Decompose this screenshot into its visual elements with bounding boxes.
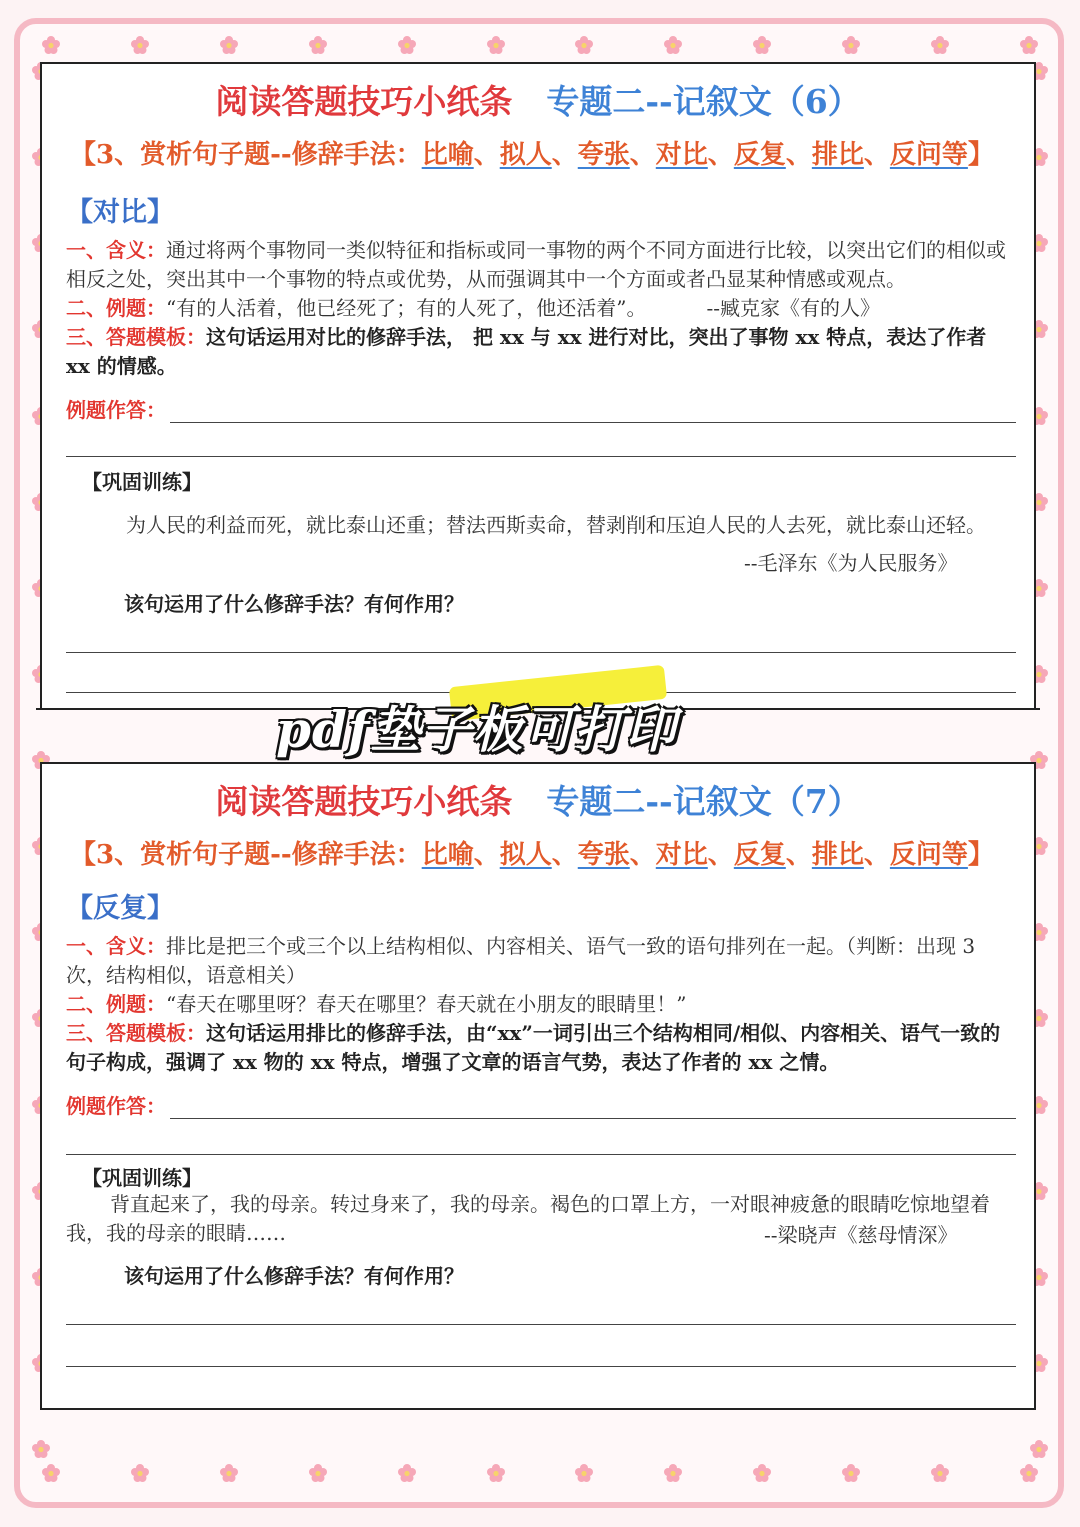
training-text: 背直起来了，我的母亲。转过身来了，我的母亲。褐色的口罩上方，一对眼神疲惫的眼睛吃惊地望着我，我的母亲的眼睛…… xyxy=(66,1192,990,1245)
answer-row xyxy=(66,1090,1016,1119)
training-heading: 【巩固训练】 xyxy=(82,470,202,494)
answer-label: 例题作答： xyxy=(66,1094,166,1118)
example-text: “春天在哪里呀？春天在哪里？春天就在小朋友的眼睛里！” xyxy=(166,992,687,1016)
topic-suffix: 】 xyxy=(967,140,994,170)
flower-icon xyxy=(662,34,684,56)
section-heading: 【反复】 xyxy=(66,893,174,924)
answer-line[interactable] xyxy=(170,402,1016,423)
answer-label: 例题作答： xyxy=(66,398,166,422)
section-heading: 【对比】 xyxy=(66,197,174,228)
flower-icon xyxy=(40,34,62,56)
training-question: 该句运用了什么修辞手法？有何作用？ xyxy=(124,1264,464,1288)
title-topic: 专题二--记叙文（6） xyxy=(546,82,861,121)
flower-icon xyxy=(573,1462,595,1484)
example-label: 二、例题： xyxy=(66,992,166,1016)
training-text: 为人民的利益而死，就比泰山还重；替法西斯卖命，替剥削和压迫人民的人去死，就比泰山还轻。 xyxy=(126,513,986,537)
topic-item: 反问等 xyxy=(889,140,968,170)
template-paragraph xyxy=(66,323,1016,381)
flower-icon xyxy=(218,1462,240,1484)
flower-icon xyxy=(751,34,773,56)
card-title xyxy=(42,76,1034,123)
title-main: 阅读答题技巧小纸条 xyxy=(215,782,513,821)
training-heading: 【巩固训练】 xyxy=(82,1166,202,1190)
flower-icon xyxy=(30,1438,52,1460)
training-source: --梁晓声《慈母情深》 xyxy=(764,1223,958,1247)
example-source: --臧克家《有的人》 xyxy=(706,296,880,320)
flower-icon xyxy=(929,34,951,56)
meaning-text: 排比是把三个或三个以上结构相似、内容相关、语气一致的语句排列在一起。（判断：出现 3 次，结构相似，语意相关） xyxy=(66,934,976,987)
template-paragraph xyxy=(66,1019,1016,1077)
training-source: --毛泽东《为人民服务》 xyxy=(744,551,958,575)
flower-icon xyxy=(1018,1462,1040,1484)
title-topic: 专题二--记叙文（7） xyxy=(546,782,861,821)
answer-line[interactable] xyxy=(66,1154,1016,1155)
watermark-banner: pdf垫子板可打印 xyxy=(276,700,677,759)
flower-icon xyxy=(307,34,329,56)
flower-icon xyxy=(751,1462,773,1484)
topic-prefix: 【3、赏析句子题--修辞手法： xyxy=(70,140,422,170)
flower-icon xyxy=(573,34,595,56)
topic-suffix: 】 xyxy=(967,840,994,870)
template-label: 三、答题模板： xyxy=(66,1021,206,1045)
topic-item: 对比 xyxy=(655,140,708,170)
answer-line[interactable] xyxy=(66,1366,1016,1367)
meaning-text: 通过将两个事物同一类似特征和指标或同一事物的两个不同方面进行比较，以突出它们的相似或相反之处，突出其中一个事物的特点或优势，从而强调其中一个方面或者凸显某种情感或观点。 xyxy=(66,238,1006,291)
flower-icon xyxy=(840,1462,862,1484)
card-topic-7 xyxy=(40,762,1036,1410)
meaning-paragraph xyxy=(66,932,1016,990)
answer-row xyxy=(66,394,1016,423)
example-label: 二、例题： xyxy=(66,296,166,320)
answer-line[interactable] xyxy=(66,1324,1016,1325)
flower-icon xyxy=(129,1462,151,1484)
meaning-label: 一、含义： xyxy=(66,934,166,958)
example-text: “有的人活着，他已经死了；有的人死了，他还活着”。 xyxy=(166,296,647,320)
answer-line[interactable] xyxy=(66,652,1016,653)
training-question: 该句运用了什么修辞手法？有何作用？ xyxy=(124,592,464,616)
flower-icon xyxy=(307,1462,329,1484)
topic-item: 夸张 xyxy=(577,840,630,870)
topic-item: 排比 xyxy=(811,840,864,870)
flower-icon xyxy=(485,1462,507,1484)
meaning-label: 一、含义： xyxy=(66,238,166,262)
flower-icon xyxy=(396,34,418,56)
flower-icon xyxy=(840,34,862,56)
topic-item: 拟人 xyxy=(499,140,552,170)
flower-icon xyxy=(1028,1438,1050,1460)
topic-prefix: 【3、赏析句子题--修辞手法： xyxy=(70,840,422,870)
title-main: 阅读答题技巧小纸条 xyxy=(215,82,513,121)
flower-icon xyxy=(1018,34,1040,56)
flower-icon xyxy=(662,1462,684,1484)
topic-item: 夸张 xyxy=(577,140,630,170)
template-text: 这句话运用对比的修辞手法， 把 xx 与 xx 进行对比，突出了事物 xx 特点，表达了作者 xx 的情感。 xyxy=(66,325,987,378)
flower-icon xyxy=(929,1462,951,1484)
rhetoric-topic: 【3、赏析句子题--修辞手法：比喻、拟人、夸张、对比、反复、排比、反问等】 xyxy=(70,840,994,870)
topic-item: 排比 xyxy=(811,140,864,170)
topic-item: 对比 xyxy=(655,840,708,870)
rhetoric-topic: 【3、赏析句子题--修辞手法：比喻、拟人、夸张、对比、反复、排比、反问等】 xyxy=(70,140,994,170)
card-title xyxy=(42,776,1034,823)
template-label: 三、答题模板： xyxy=(66,325,206,349)
bottom-flower-border xyxy=(40,1462,1040,1502)
topic-item: 比喻 xyxy=(421,840,474,870)
template-text: 这句话运用排比的修辞手法，由“xx”一词引出三个结构相同/相似、内容相关、语气一致的句子构成，强调了 xx 物的 xx 特点，增强了文章的语言气势，表达了作者的 xx 之情。 xyxy=(66,1021,1001,1074)
flower-icon xyxy=(396,1462,418,1484)
flower-icon xyxy=(40,1462,62,1484)
meaning-paragraph xyxy=(66,236,1016,294)
flower-icon xyxy=(129,34,151,56)
topic-item: 反复 xyxy=(733,140,786,170)
flower-icon xyxy=(485,34,507,56)
topic-item: 反复 xyxy=(733,840,786,870)
example-paragraph xyxy=(66,294,1016,323)
answer-line[interactable] xyxy=(170,1098,1016,1119)
topic-item: 拟人 xyxy=(499,840,552,870)
answer-line[interactable] xyxy=(66,456,1016,457)
topic-item: 比喻 xyxy=(421,140,474,170)
flower-icon xyxy=(218,34,240,56)
example-paragraph xyxy=(66,990,1016,1019)
topic-item: 反问等 xyxy=(889,840,968,870)
card-topic-6 xyxy=(40,62,1036,710)
